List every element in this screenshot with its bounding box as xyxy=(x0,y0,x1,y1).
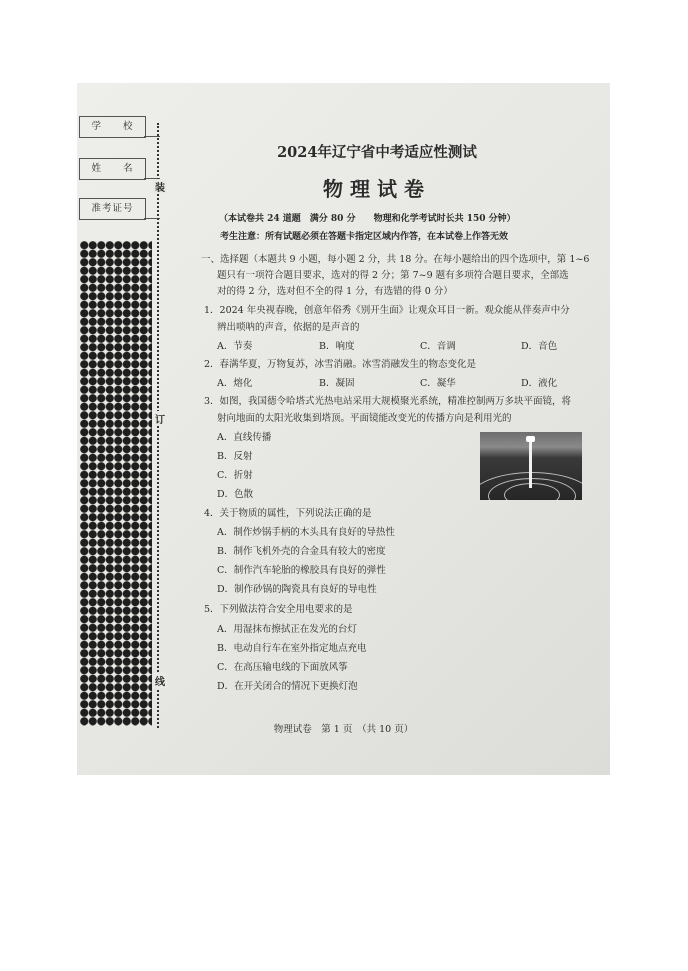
exam-title: 2024年辽宁省中考适应性测试 xyxy=(277,144,477,161)
question-1-option-a: A．节奏 xyxy=(217,341,253,352)
question-3-option-d: D．色散 xyxy=(217,489,254,500)
question-1-text: 1．2024 年央视春晚，创意年俗秀《别开生面》让观众耳目一新。观众能从伴奏声中分 xyxy=(204,305,570,316)
question-3-option-c: C．折射 xyxy=(217,470,253,481)
name-field: 姓 名 xyxy=(79,158,146,180)
question-5-option-d: D．在开关闭合的情况下更换灯泡 xyxy=(217,681,358,692)
page-footer: 物理试卷 第 1 页 （共 10 页） xyxy=(273,724,414,735)
question-2-option-b: B．凝固 xyxy=(319,378,355,389)
question-2-text: 2．春满华夏，万物复苏，冰雪消融。冰雪消融发生的物态变化是 xyxy=(204,359,477,370)
question-1-option-c: C．音调 xyxy=(420,341,456,352)
question-2-option-c: C．凝华 xyxy=(420,378,456,389)
question-4-text: 4．关于物质的属性，下列说法正确的是 xyxy=(204,508,372,519)
question-3-text-cont: 射向地面的太阳光收集到塔顶。平面镜能改变光的传播方向是利用光的 xyxy=(217,413,512,424)
binding-mark-xian: 线 xyxy=(153,673,167,688)
question-1-option-d: D．音色 xyxy=(521,341,558,352)
exam-notice: 考生注意：所有试题必须在答题卡指定区域内作答，在本试卷上作答无效 xyxy=(220,232,509,242)
solar-tower-photo xyxy=(480,432,582,500)
section1-instructions-line1: 一、选择题（本题共 9 小题，每小题 2 分，共 18 分。在每小题给出的四个选项中，第 1~6 xyxy=(201,254,590,265)
binding-mark-ding: 订 xyxy=(153,411,167,426)
solar-tower xyxy=(529,440,532,488)
mirror-field-ring xyxy=(504,483,560,500)
question-5-option-a: A．用湿抹布擦拭正在发光的台灯 xyxy=(217,624,357,635)
solar-tower-receiver xyxy=(526,436,535,442)
question-3-text: 3．如图，我国德令哈塔式光热电站采用大规模聚光系统，精准控制两万多块平面镜，将 xyxy=(204,396,572,407)
question-5-text: 5．下列做法符合安全用电要求的是 xyxy=(204,604,353,615)
section1-instructions-line3: 对的得 2 分，选对但不全的得 1 分，有选错的得 0 分） xyxy=(217,286,453,297)
question-4-option-c: C．制作汽车轮胎的橡胶具有良好的弹性 xyxy=(217,565,386,576)
school-field: 学 校 xyxy=(79,116,146,138)
binding-mark-zhuang: 装 xyxy=(153,179,167,194)
question-5-option-b: B．电动自行车在室外指定地点充电 xyxy=(217,643,367,654)
question-4-option-d: D．制作砂锅的陶瓷具有良好的导电性 xyxy=(217,584,377,595)
question-3-option-a: A．直线传播 xyxy=(217,432,272,443)
question-5-option-c: C．在高压输电线的下面放风筝 xyxy=(217,662,348,673)
question-4-option-b: B．制作飞机外壳的合金具有较大的密度 xyxy=(217,546,386,557)
exam-sheet xyxy=(77,83,610,775)
question-4-option-a: A．制作炒锅手柄的木头具有良好的导热性 xyxy=(217,527,395,538)
question-1-option-b: B．响度 xyxy=(319,341,355,352)
question-1-text-cont: 辨出唢呐的声音，依据的是声音的 xyxy=(217,322,360,333)
question-2-option-d: D．液化 xyxy=(521,378,558,389)
section1-instructions-line2: 题只有一项符合题目要求，选对的得 2 分；第 7~9 题有多项符合题目要求，全部选 xyxy=(217,270,569,281)
exam-subtitle: 物理试卷 xyxy=(323,177,431,201)
exam-id-field: 准考证号 xyxy=(79,198,146,220)
question-2-option-a: A．熔化 xyxy=(217,378,253,389)
decorative-pattern xyxy=(80,241,152,726)
exam-meta: （本试卷共 24 道题 满分 80 分 物理和化学考试时长共 150 分钟） xyxy=(219,214,516,224)
question-3-option-b: B．反射 xyxy=(217,451,253,462)
